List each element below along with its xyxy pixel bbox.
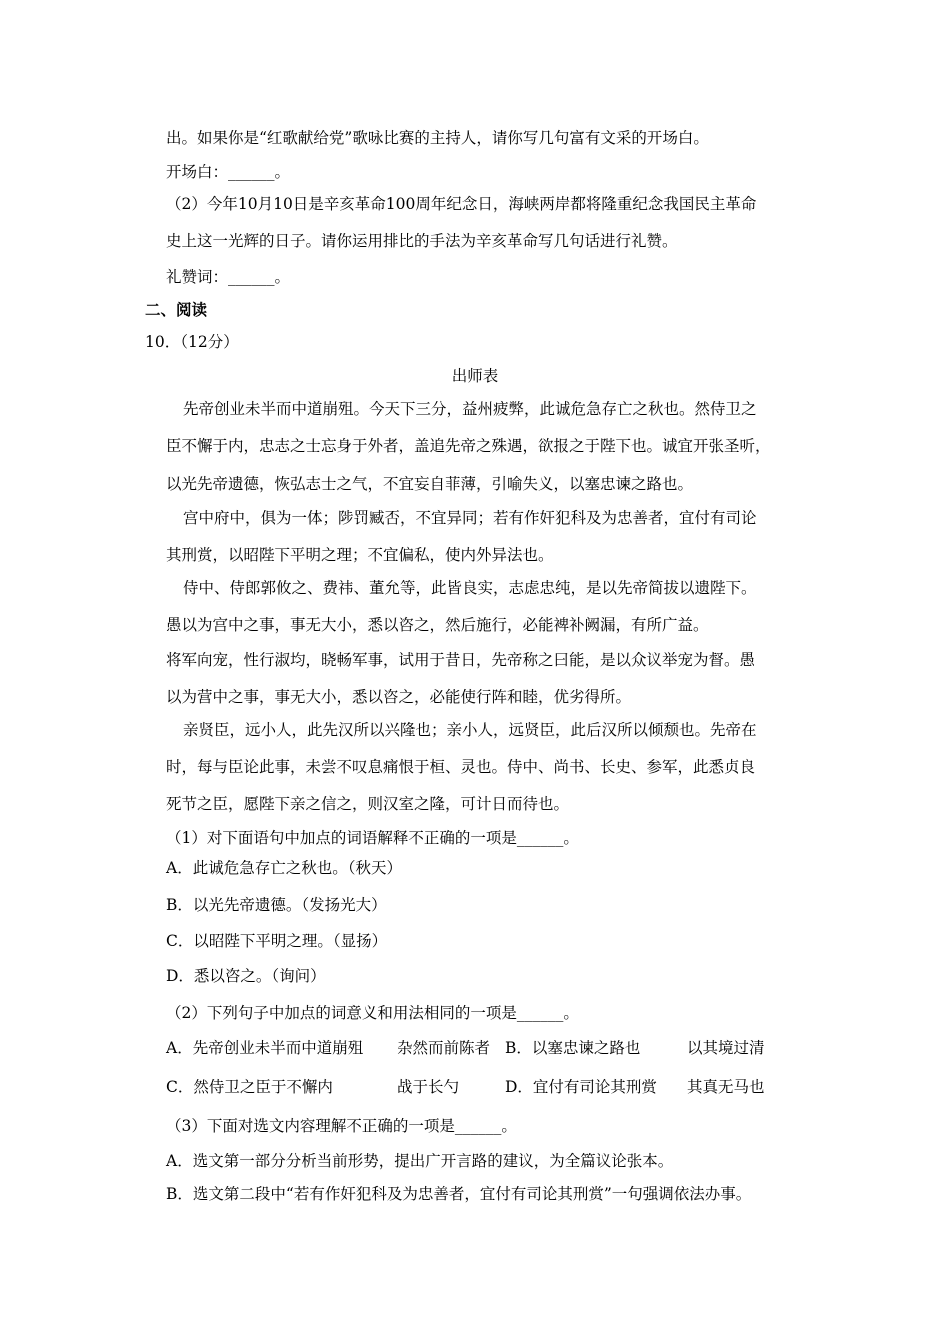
question-number: 10．（12分） bbox=[145, 333, 239, 351]
question-stem: （1）对下面语句中加点的词语解释不正确的一项是______。 bbox=[166, 829, 579, 847]
passage-line: 臣不懈于内，忠志之士忘身于外者，盖追先帝之殊遇，欲报之于陛下也。诚宜开张圣听， bbox=[166, 437, 771, 455]
option-d: D．宜付有司论其刑赏 bbox=[505, 1078, 657, 1096]
passage-line: 愚以为宫中之事，事无大小，悉以咨之，然后施行，必能裨补阙漏，有所广益。 bbox=[166, 616, 709, 634]
passage-line: 侍中、侍郎郭攸之、费祎、董允等，此皆良实，志虑忠纯，是以先帝简拔以遗陛下。 bbox=[183, 579, 757, 597]
passage-line: 时，每与臣论此事，未尝不叹息痛恨于桓、灵也。侍中、尚书、长史、参军，此悉贞良 bbox=[166, 758, 756, 776]
answer-line-opening: 开场白：______。 bbox=[166, 163, 291, 181]
option-b: B．以光先帝遗德。（发扬光大） bbox=[166, 896, 387, 914]
option-a-compare: 杂然而前陈者 bbox=[397, 1039, 491, 1057]
section-heading: 二、阅读 bbox=[145, 301, 208, 319]
passage-title: 出师表 bbox=[451, 367, 499, 385]
question-stem: （3）下面对选文内容理解不正确的一项是______。 bbox=[166, 1117, 517, 1135]
option-c-compare: 战于长勺 bbox=[397, 1078, 460, 1096]
passage-line: 先帝创业未半而中道崩殂。今天下三分，益州疲弊，此诚危急存亡之秋也。然侍卫之 bbox=[183, 400, 757, 418]
option-c: C．然侍卫之臣于不懈内 bbox=[166, 1078, 333, 1096]
option-a: A．选文第一部分分析当前形势，提出广开言路的建议，为全篇议论张本。 bbox=[166, 1152, 674, 1170]
passage-line: 亲贤臣，远小人，此先汉所以兴隆也；亲小人，远贤臣，此后汉所以倾颓也。先帝在 bbox=[183, 721, 757, 739]
passage-line: 宫中府中，俱为一体；陟罚臧否，不宜异同；若有作奸犯科及为忠善者，宜付有司论 bbox=[183, 509, 757, 527]
option-d: D．悉以咨之。（询问） bbox=[166, 967, 326, 985]
option-b: B．选文第二段中“若有作奸犯科及为忠善者，宜付有司论其刑赏”一句强调依法办事。 bbox=[166, 1185, 752, 1203]
option-c: C．以昭陛下平明之理。（显扬） bbox=[166, 932, 388, 950]
option-b: B．以塞忠谏之路也 bbox=[505, 1039, 641, 1057]
passage-line: 其刑赏，以昭陛下平明之理；不宜偏私，使内外异法也。 bbox=[166, 546, 554, 564]
option-a: A．此诚危急存亡之秋也。（秋天） bbox=[166, 859, 402, 877]
passage-line: 将军向宠，性行淑均，晓畅军事，试用于昔日，先帝称之曰能，是以众议举宠为督。愚 bbox=[166, 651, 756, 669]
option-a: A．先帝创业未半而中道崩殂 bbox=[166, 1039, 364, 1057]
passage-line: 以为营中之事，事无大小，悉以咨之，必能使行阵和睦，优劣得所。 bbox=[166, 688, 632, 706]
prompt-line: 出。如果你是“红歌献给党”歌咏比赛的主持人，请你写几句富有文采的开场白。 bbox=[166, 129, 709, 147]
answer-line-praise: 礼赞词：______。 bbox=[166, 268, 291, 286]
passage-line: 死节之臣，愿陛下亲之信之，则汉室之隆，可计日而待也。 bbox=[166, 795, 570, 813]
passage-line: 以光先帝遗德，恢弘志士之气，不宜妄自菲薄，引喻失义，以塞忠谏之路也。 bbox=[166, 475, 694, 493]
option-d-compare: 其真无马也 bbox=[687, 1078, 765, 1096]
option-b-compare: 以其境过清 bbox=[687, 1039, 765, 1057]
question-part-2-cont: 史上这一光辉的日子。请你运用排比的手法为辛亥革命写几句话进行礼赞。 bbox=[166, 232, 678, 250]
question-stem: （2）下列句子中加点的词意义和用法相同的一项是______。 bbox=[166, 1004, 579, 1022]
question-part-2: （2）今年10月10日是辛亥革命100周年纪念日，海峡两岸都将隆重纪念我国民主革命 bbox=[166, 195, 757, 213]
